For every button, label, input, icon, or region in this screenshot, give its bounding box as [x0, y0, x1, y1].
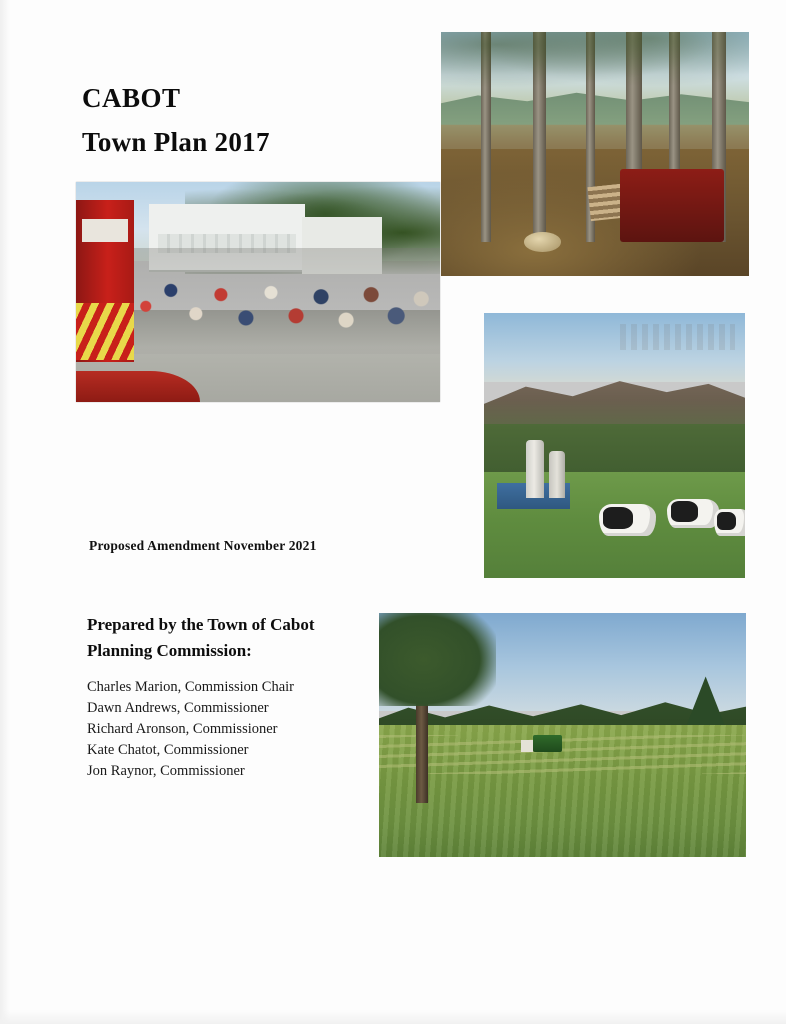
- list-item: Jon Raynor, Commissioner: [87, 763, 245, 780]
- parade-fire-truck-chevron-stripes: [76, 303, 134, 360]
- cows-holstein-cow: [667, 499, 719, 528]
- commissioner-list: [87, 677, 387, 782]
- photo-cows-content: [484, 313, 745, 578]
- title-line-town-plan: Town Plan 2017: [82, 126, 270, 157]
- photo-dairy-cows-grazing-below-hillside: [484, 313, 745, 578]
- woods-logging-machine: [620, 169, 725, 242]
- woods-stone: [524, 232, 561, 252]
- woods-canopy-shadow: [441, 32, 749, 95]
- prepared-by-block: [87, 612, 387, 782]
- field-large-tree-crown: [379, 613, 496, 706]
- cows-silo: [549, 451, 565, 499]
- photo-woods-content: [441, 32, 749, 276]
- photo-parade-crowd-with-fire-truck: [76, 182, 440, 402]
- amendment-note: Proposed Amendment November 2021: [89, 538, 317, 553]
- cows-silo: [526, 440, 544, 498]
- list-item: Kate Chatot, Commissioner: [87, 742, 249, 759]
- cows-holstein-cow: [714, 509, 745, 536]
- list-item: Dawn Andrews, Commissioner: [87, 700, 269, 717]
- prepared-by-heading-line1: Prepared by the Town of Cabot: [87, 615, 315, 634]
- scan-edge-artifact-bottom: [0, 1010, 786, 1024]
- cows-scan-artifact: [620, 324, 735, 351]
- prepared-by-heading-line2: Planning Commission:: [87, 640, 252, 660]
- cows-holstein-cow: [599, 504, 656, 536]
- page-title: [82, 82, 270, 160]
- parade-spectators: [127, 248, 440, 354]
- list-item: Charles Marion, Commission Chair: [87, 679, 295, 695]
- photo-logging-operation-in-autumn-woods: [441, 32, 749, 276]
- list-item: Richard Aronson, Commissioner: [87, 721, 278, 738]
- photo-parade-content: [76, 182, 440, 402]
- photo-field-content: [379, 613, 746, 857]
- scan-edge-artifact-left: [0, 0, 10, 1024]
- field-green-tractor: [533, 735, 562, 752]
- photo-hayfield-with-tractor-and-large-tree: [379, 613, 746, 857]
- title-line-cabot: CABOT: [82, 83, 181, 113]
- field-cut-rows: [379, 735, 746, 774]
